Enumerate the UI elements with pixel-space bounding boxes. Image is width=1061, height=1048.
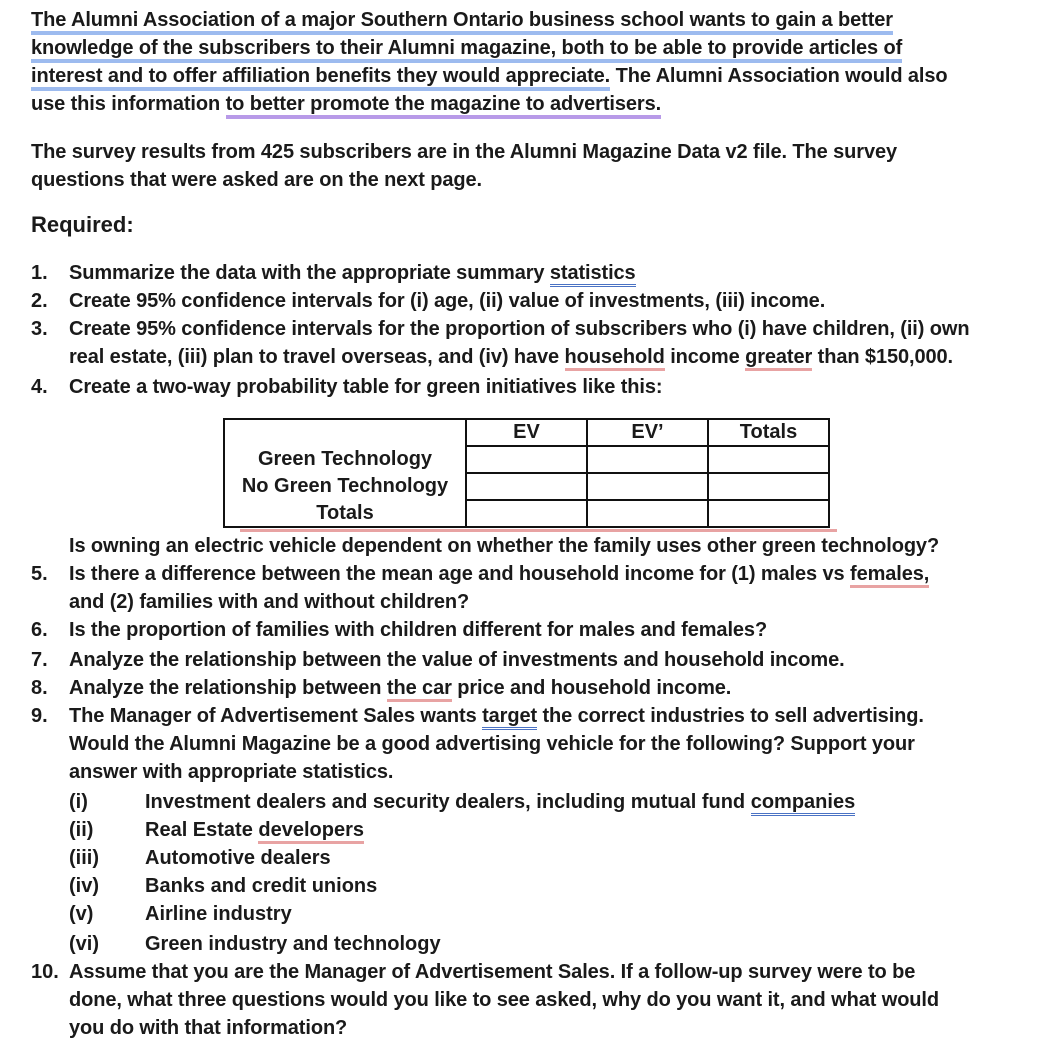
table-cell (708, 446, 829, 473)
q4-followup: Is owning an electric vehicle dependent on whether the family uses other green technology? (69, 535, 940, 557)
q9-line-1 (69, 702, 924, 730)
q10-number: 10. (31, 961, 59, 983)
table-cell (466, 473, 587, 500)
q5-line-1 (69, 560, 929, 588)
table-header-ev: EV (466, 419, 587, 446)
intro-highlight-2: knowledge of the subscribers to their Alumni magazine, both to be able to provide articles of (31, 37, 902, 63)
survey-paragraph (31, 138, 1031, 194)
industry-tail: developers (258, 819, 364, 844)
industry-item: Automotive dealers (145, 847, 331, 869)
table-cell (587, 446, 708, 473)
table-cell (587, 500, 708, 527)
table-cell (466, 500, 587, 527)
q1-body: Summarize the data with the appropriate summary (69, 262, 550, 284)
industry-roman: (vi) (69, 933, 99, 955)
q8-number: 8. (31, 677, 48, 699)
q8-the-car: the car (387, 677, 452, 702)
q5-line-1a: Is there a difference between the mean age and household income for (1) males vs (69, 563, 851, 585)
industry-text: Real Estate (145, 819, 259, 841)
industry-text: Investment dealers and security dealers, including mutual fund (145, 791, 751, 813)
q6-text: Is the proportion of families with children different for males and females? (69, 619, 768, 641)
q5-line-2: and (2) families with and without children? (69, 591, 470, 613)
table-cell (466, 446, 587, 473)
q9-line-1c: the correct industries to sell advertising. (537, 705, 924, 727)
table-row-label: Totals (224, 500, 466, 527)
q8-text-a: Analyze the relationship between (69, 677, 387, 699)
industry-item (145, 816, 364, 844)
industry-roman: (v) (69, 903, 94, 925)
q8-text (69, 674, 731, 702)
industry-item (145, 788, 855, 816)
q9-line-1a: The Manager of Advertisement Sales wants (69, 705, 483, 727)
q7-number: 7. (31, 649, 48, 671)
industry-roman: (iii) (69, 847, 99, 869)
industry-roman: (i) (69, 791, 88, 813)
survey-line-2: questions that were asked are on the next page. (31, 169, 482, 191)
intro-text-4: The Alumni Association would also (610, 65, 948, 87)
table-header-totals: Totals (708, 419, 829, 446)
q3-household: household (565, 346, 665, 371)
q3-line-2c: income (664, 346, 746, 368)
table-cell (708, 500, 829, 527)
q2-number: 2. (31, 290, 48, 312)
table-header-ev-prime: EV’ (587, 419, 708, 446)
q1-text (69, 259, 636, 287)
industry-item: Banks and credit unions (145, 875, 378, 897)
required-heading: Required: (31, 212, 134, 237)
q3-number: 3. (31, 318, 48, 340)
industry-item: Airline industry (145, 903, 292, 925)
q2-text: Create 95% confidence intervals for (i) age, (ii) value of investments, (iii) income. (69, 290, 826, 312)
intro-highlight-3: interest and to offer affiliation benefits they would appreciate. (31, 65, 610, 91)
q1-tail: statistics (550, 262, 636, 287)
q6-number: 6. (31, 619, 48, 641)
q8-text-c: price and household income. (451, 677, 732, 699)
q7-text: Analyze the relationship between the value of investments and household income. (69, 649, 845, 671)
q9-target: target (482, 705, 537, 730)
table-row (224, 500, 829, 527)
industry-roman: (iv) (69, 875, 99, 897)
q1-number: 1. (31, 262, 48, 284)
table-cell (587, 473, 708, 500)
q9-line-3: answer with appropriate statistics. (69, 761, 394, 783)
q5-females: females, (850, 563, 929, 588)
survey-line-1: The survey results from 425 subscribers are in the Alumni Magazine Data v2 file. The survey (31, 141, 898, 163)
intro-highlight-6: to better promote the magazine to advertisers. (226, 93, 662, 119)
table-header-row (224, 419, 829, 446)
table-corner-cell (224, 419, 466, 446)
q3-line-1: Create 95% confidence intervals for the proportion of subscribers who (i) have children, (ii) own (69, 318, 970, 340)
table-row (224, 446, 829, 473)
table-row-label: No Green Technology (224, 473, 466, 500)
q4-text: Create a two-way probability table for green initiatives like this: (69, 376, 663, 398)
industry-item: Green industry and technology (145, 933, 441, 955)
q3-greater: greater (745, 346, 812, 371)
q10-line-3: you do with that information? (69, 1017, 348, 1039)
industry-tail: companies (751, 791, 855, 816)
q5-number: 5. (31, 563, 48, 585)
intro-text-5: use this information (31, 93, 226, 115)
industry-roman: (ii) (69, 819, 94, 841)
q3-line-2 (69, 343, 953, 371)
intro-highlight-1: The Alumni Association of a major Southern Ontario business school wants to gain a better (31, 9, 893, 35)
q3-line-2a: real estate, (iii) plan to travel overseas, and (iv) have (69, 346, 565, 368)
q9-line-2: Would the Alumni Magazine be a good advertising vehicle for the following? Support your (69, 733, 915, 755)
intro-paragraph (31, 6, 1031, 118)
q3-line-2e: than $150,000. (812, 346, 954, 368)
probability-table (223, 418, 830, 528)
q10-line-2: done, what three questions would you like to see asked, why do you want it, and what would (69, 989, 939, 1011)
q9-number: 9. (31, 705, 48, 727)
table-cell (708, 473, 829, 500)
q10-line-1: Assume that you are the Manager of Advertisement Sales. If a follow-up survey were to be (69, 961, 916, 983)
table-row (224, 473, 829, 500)
q4-number: 4. (31, 376, 48, 398)
table-row-label: Green Technology (224, 446, 466, 473)
